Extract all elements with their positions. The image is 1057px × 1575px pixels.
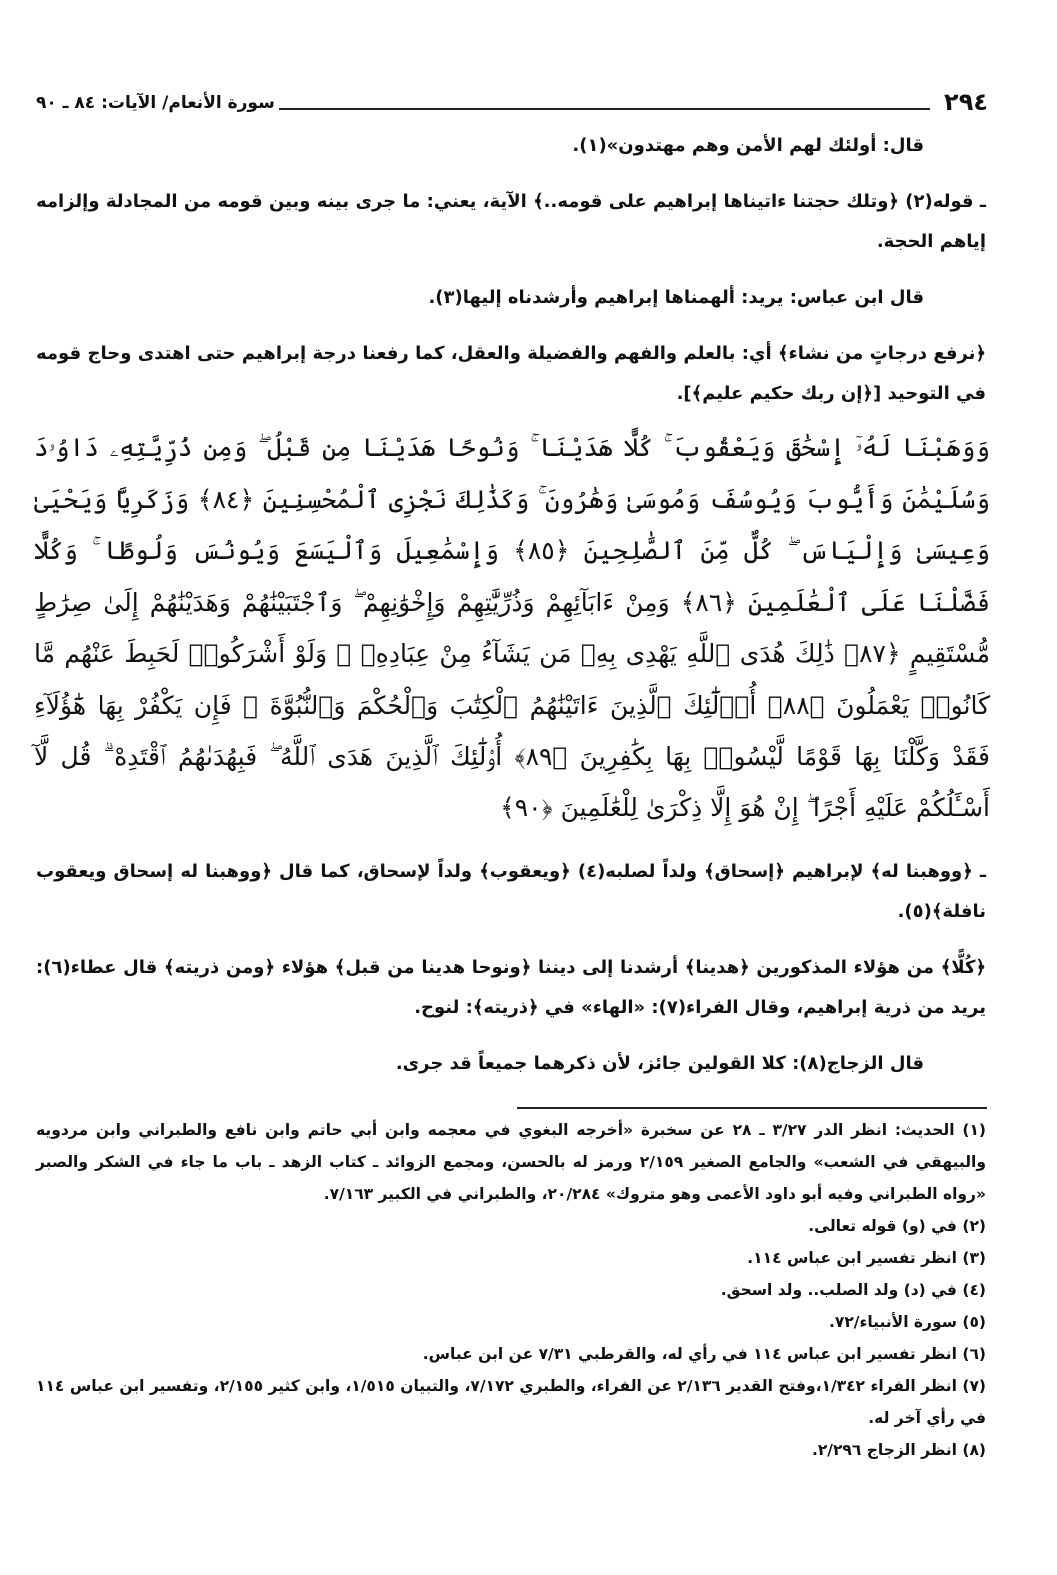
commentary-paragraph: قال ابن عباس: يريد: ألهمناها إبراهيم وأرشدناه إليها(٣). — [428, 287, 924, 308]
footnote: (١) الحديث: انظر الدر ٣/٢٧ ـ ٢٨ عن سخبرة «أخرجه البغوي في معجمه وابن أبي حاتم وابن نافع والطبراني وابن مردويه والبيهقي في الشعب» والجامع الصغير ٢/١٥٩ ورمز له بالحسن، ومجمع الزوائد ـ كتاب الزهد ـ باب ما جاء في الشكر والصبر «رواه الطبراني وفيه أبو داود الأعمى وهو متروك» ٢٠/٢٨٤، والطبراني في الكبير ٧/١٦٣. — [36, 1121, 987, 1203]
commentary-paragraph: ﴿كُلًّا﴾ من هؤلاء المذكورين ﴿هدينا﴾ أرشدنا إلى ديننا ﴿ونوحا هدينا من قبل﴾ هؤلاء ﴿ومن ذريته﴾ قال عطاء(٦): يريد من ذرية إبراهيم، وقال الفراء(٧): «الهاء» في ﴿ذريته﴾: لنوح. — [36, 957, 986, 1018]
footnote-separator — [517, 1107, 987, 1109]
commentary-paragraph: قال: أولئك لهم الأمن وهم مهتدون»(١). — [572, 135, 924, 156]
header-rule — [279, 108, 930, 110]
footnote: (٧) انظر الفراء ١/٣٤٢،وفتح القدير ٢/١٣٦ عن الفراء، والطبري ٧/١٧٢، والتبيان ١/٥١٥، وابن كثير ٢/١٥٥، وتفسير ابن عباس ١١٤ في رأي آخر له. — [36, 1377, 987, 1427]
commentary-paragraph: قال الزجاج(٨): كلا القولين جائز، لأن ذكرهما جميعاً قد جرى. — [395, 1053, 924, 1074]
footnote: (٢) في (و) قوله تعالى. — [808, 1217, 986, 1235]
page-number: ٢٩٤ — [944, 88, 988, 116]
commentary-paragraph: ـ ﴿ووهبنا له﴾ لإبراهيم ﴿إسحاق﴾ ولداً لصلبه(٤) ﴿ويعقوب﴾ ولداً لإسحاق، كما قال ﴿ووهبنا له إسحاق ويعقوب نافلة﴾(٥). — [36, 861, 986, 922]
running-title: سورة الأنعام/ الآيات: ٨٤ ـ ٩٠ — [36, 93, 275, 113]
commentary-top — [36, 126, 986, 430]
commentary-paragraph: ـ قوله(٢) ﴿وتلك حجتنا ءاتيناها إبراهيم على قومه..﴾ الآية، يعني: ما جرى بينه وبين قومه من المجادلة وإلزامه إياهم الحجة. — [36, 191, 986, 252]
page-header — [36, 86, 988, 116]
quran-verses-last-line: أَسْـَٔلُكُمْ عَلَيْهِ أَجْرًا ۖ إِنْ هُوَ إِلَّا ذِكْرَىٰ لِلْعَٰلَمِينَ ﴿٩٠﴾ — [500, 793, 990, 822]
commentary-paragraph: ﴿نرفع درجاتٍ من نشاء﴾ أي: بالعلم والفهم والفضيلة والعقل، كما رفعنا درجة إبراهيم حتى اهتدى وحاج قومه في التوحيد [﴿إن ربك حكيم عليم﴾]. — [36, 343, 986, 404]
commentary-bottom — [36, 852, 986, 1100]
quran-verses: وَوَهَبْنَا لَهُۥٓ إِسْحَٰقَ وَيَعْقُوبَ ۚ كُلًّا هَدَيْنَا ۚ وَنُوحًا هَدَيْنَا مِن قَبْلُ ۖ وَمِن ذُرِّيَّتِهِۦ دَاوُۥدَ وَسُلَيْمَٰنَ وَأَيُّوبَ وَيُوسُفَ وَمُوسَىٰ وَهَٰرُونَ ۚ وَكَذَٰلِكَ نَجْزِى ٱلْمُحْسِنِينَ ﴿٨٤﴾ وَزَكَرِيَّا وَيَحْيَىٰ وَعِيسَىٰ وَإِلْيَاسَ ۖ كُلٌّ مِّنَ ٱلصَّٰلِحِينَ ﴿٨٥﴾ وَإِسْمَٰعِيلَ وَٱلْيَسَعَ وَيُونُسَ وَلُوطًا ۚ وَكُلًّا فَضَّلْنَا عَلَى ٱلْعَٰلَمِينَ ﴿٨٦﴾ وَمِنْ ءَابَآئِهِمْ وَذُرِّيَّٰتِهِمْ وَإِخْوَٰنِهِمْ ۖ وَٱجْتَبَيْنَٰهُمْ وَهَدَيْنَٰهُمْ إِلَىٰ صِرَٰطٍ مُّسْتَقِيمٍ ﴿٨٧﴾ ذَٰلِكَ هُدَى ٱللَّهِ يَهْدِى بِهِۦ مَن يَشَآءُ مِنْ عِبَادِهِۦ ۚ وَلَوْ أَشْرَكُوا۟ لَحَبِطَ عَنْهُم مَّا كَانُوا۟ يَعْمَلُونَ ﴿٨٨﴾ أُو۟لَٰٓئِكَ ٱلَّذِينَ ءَاتَيْنَٰهُمُ ٱلْكِتَٰبَ وَٱلْحُكْمَ وَٱلنُّبُوَّةَ ۚ فَإِن يَكْفُرْ بِهَا هَٰٓؤُلَآءِ فَقَدْ وَكَّلْنَا بِهَا قَوْمًا لَّيْسُوا۟ بِهَا بِكَٰفِرِينَ ﴿٨٩﴾ أُو۟لَٰٓئِكَ ٱلَّذِينَ هَدَى ٱللَّهُ ۖ فَبِهُدَىٰهُمُ ٱقْتَدِهْ ۗ قُل لَّآ — [34, 433, 991, 771]
footnote: (٨) انظر الزجاج ٢/٢٩٦. — [811, 1441, 986, 1459]
footnote: (٣) انظر تفسير ابن عباس ١١٤. — [747, 1249, 986, 1267]
footnote: (٦) انظر تفسير ابن عباس ١١٤ في رأي له، والقرطبي ٧/٣١ عن ابن عباس. — [422, 1345, 986, 1363]
footnotes — [36, 1114, 986, 1466]
footnote: (٤) في (د) ولد الصلب.. ولد اسحق. — [720, 1281, 986, 1299]
footnote: (٥) سورة الأنبياء/٧٢. — [828, 1313, 986, 1331]
